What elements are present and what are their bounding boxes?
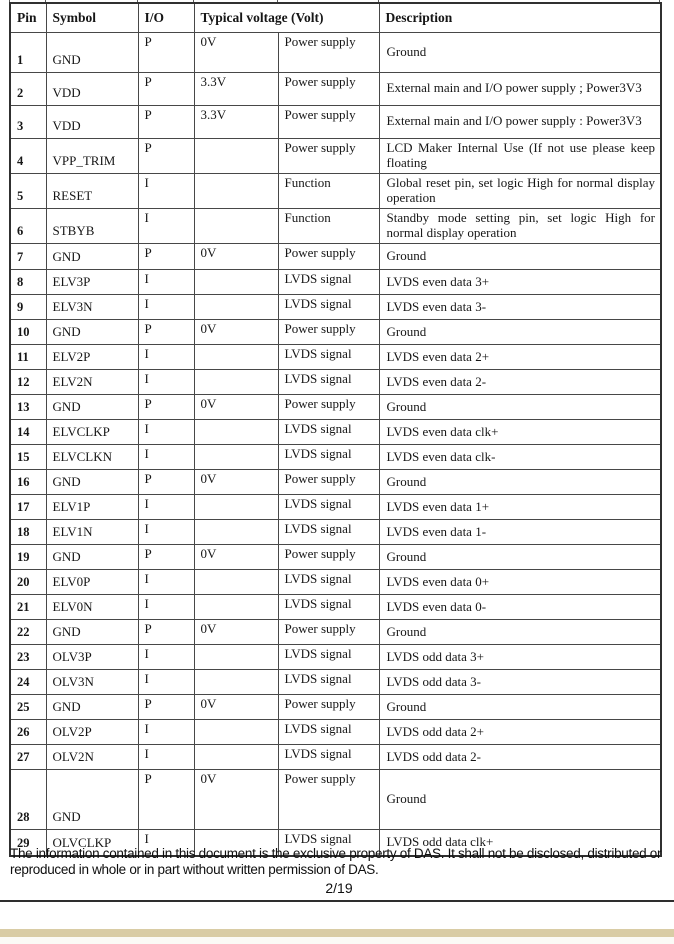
pin-number-cell: 1 — [10, 32, 46, 72]
signal-type-cell: Power supply — [278, 320, 379, 345]
signal-type-cell: Power supply — [278, 244, 379, 270]
pin-number-cell: 6 — [10, 208, 46, 243]
symbol-cell: ELVCLKN — [46, 445, 138, 470]
symbol-cell: GND — [46, 545, 138, 570]
pin-number-cell: 20 — [10, 570, 46, 595]
description-cell: LVDS odd data 3+ — [379, 645, 661, 670]
signal-type-cell: LVDS signal — [278, 420, 379, 445]
symbol-cell: ELVCLKP — [46, 420, 138, 445]
description-cell: Ground — [379, 32, 661, 72]
symbol-cell: STBYB — [46, 208, 138, 243]
io-cell: P — [138, 620, 194, 645]
symbol-cell: GND — [46, 695, 138, 720]
voltage-cell — [194, 720, 278, 745]
io-cell: I — [138, 295, 194, 320]
signal-type-cell: LVDS signal — [278, 520, 379, 545]
description-cell: LVDS even data 1- — [379, 520, 661, 545]
description-cell: Standby mode setting pin, set logic High for normal display operation — [379, 208, 661, 243]
description-cell: LVDS odd data clk+ — [379, 830, 661, 856]
voltage-cell — [194, 520, 278, 545]
voltage-cell — [194, 208, 278, 243]
pin-number-cell: 7 — [10, 244, 46, 270]
signal-type-cell: Function — [278, 173, 379, 208]
pin-table-body — [10, 32, 661, 856]
io-cell: I — [138, 495, 194, 520]
table-row — [10, 173, 661, 208]
disclaimer-text: The information contained in this document is the exclusive property of DAS. It shall not be disclosed, distributed or reproduced in whole or in part without written permission of DAS. — [10, 846, 662, 877]
description-cell: External main and I/O power supply ; Power3V3 — [379, 72, 661, 105]
symbol-cell: ELV0P — [46, 570, 138, 595]
symbol-cell: GND — [46, 244, 138, 270]
io-cell: I — [138, 420, 194, 445]
col-header-pin: Pin — [10, 3, 46, 32]
table-row — [10, 395, 661, 420]
table-row — [10, 770, 661, 830]
signal-type-cell: LVDS signal — [278, 495, 379, 520]
symbol-cell: OLVCLKP — [46, 830, 138, 856]
col-header-symbol: Symbol — [46, 3, 138, 32]
bottom-margin-strip — [0, 937, 674, 944]
signal-type-cell: LVDS signal — [278, 670, 379, 695]
pin-number-cell: 12 — [10, 370, 46, 395]
signal-type-cell: LVDS signal — [278, 345, 379, 370]
pin-number-cell: 19 — [10, 545, 46, 570]
table-row — [10, 295, 661, 320]
description-cell: LVDS even data 0+ — [379, 570, 661, 595]
io-cell: P — [138, 770, 194, 830]
io-cell: I — [138, 370, 194, 395]
pin-number-cell: 15 — [10, 445, 46, 470]
table-row — [10, 244, 661, 270]
symbol-cell: ELV3N — [46, 295, 138, 320]
voltage-cell — [194, 138, 278, 173]
io-cell: I — [138, 173, 194, 208]
table-row — [10, 420, 661, 445]
symbol-cell: ELV2N — [46, 370, 138, 395]
symbol-cell: RESET — [46, 173, 138, 208]
description-cell: Ground — [379, 695, 661, 720]
symbol-cell: GND — [46, 395, 138, 420]
io-cell: I — [138, 745, 194, 770]
io-cell: I — [138, 720, 194, 745]
io-cell: P — [138, 244, 194, 270]
table-row — [10, 695, 661, 720]
description-cell: LVDS even data 1+ — [379, 495, 661, 520]
io-cell: I — [138, 445, 194, 470]
pin-number-cell: 24 — [10, 670, 46, 695]
signal-type-cell: Power supply — [278, 545, 379, 570]
voltage-cell — [194, 295, 278, 320]
voltage-cell: 0V — [194, 32, 278, 72]
description-cell: Ground — [379, 770, 661, 830]
description-cell: LVDS even data clk+ — [379, 420, 661, 445]
signal-type-cell: Power supply — [278, 138, 379, 173]
footer-divider — [0, 900, 674, 902]
description-cell: Ground — [379, 620, 661, 645]
io-cell: I — [138, 645, 194, 670]
symbol-cell: ELV3P — [46, 270, 138, 295]
col-header-voltage: Typical voltage (Volt) — [194, 3, 379, 32]
signal-type-cell: Power supply — [278, 620, 379, 645]
voltage-cell: 0V — [194, 620, 278, 645]
description-cell: Ground — [379, 545, 661, 570]
voltage-cell: 0V — [194, 470, 278, 495]
voltage-cell — [194, 420, 278, 445]
signal-type-cell: Power supply — [278, 695, 379, 720]
symbol-cell: ELV0N — [46, 595, 138, 620]
table-row — [10, 570, 661, 595]
pin-number-cell: 13 — [10, 395, 46, 420]
signal-type-cell: Power supply — [278, 32, 379, 72]
voltage-cell: 0V — [194, 770, 278, 830]
pin-number-cell: 2 — [10, 72, 46, 105]
pin-number-cell: 29 — [10, 830, 46, 856]
signal-type-cell: LVDS signal — [278, 745, 379, 770]
io-cell: P — [138, 105, 194, 138]
io-cell: P — [138, 470, 194, 495]
description-cell: Global reset pin, set logic High for normal display operation — [379, 173, 661, 208]
voltage-cell — [194, 570, 278, 595]
table-row — [10, 520, 661, 545]
table-row — [10, 208, 661, 243]
pin-number-cell: 14 — [10, 420, 46, 445]
pin-number-cell: 27 — [10, 745, 46, 770]
signal-type-cell: LVDS signal — [278, 720, 379, 745]
table-row — [10, 545, 661, 570]
pin-number-cell: 26 — [10, 720, 46, 745]
table-row — [10, 670, 661, 695]
signal-type-cell: Function — [278, 208, 379, 243]
table-header-row — [10, 3, 661, 32]
pin-number-cell: 16 — [10, 470, 46, 495]
voltage-cell: 3.3V — [194, 105, 278, 138]
table-row — [10, 445, 661, 470]
page-footer — [10, 846, 668, 896]
pin-number-cell: 4 — [10, 138, 46, 173]
signal-type-cell: Power supply — [278, 470, 379, 495]
symbol-cell: OLV3N — [46, 670, 138, 695]
table-row — [10, 32, 661, 72]
voltage-cell: 0V — [194, 695, 278, 720]
io-cell: P — [138, 395, 194, 420]
description-cell: LVDS even data 2- — [379, 370, 661, 395]
io-cell: P — [138, 72, 194, 105]
pin-number-cell: 8 — [10, 270, 46, 295]
symbol-cell: VDD — [46, 105, 138, 138]
voltage-cell — [194, 445, 278, 470]
io-cell: I — [138, 520, 194, 545]
description-cell: Ground — [379, 470, 661, 495]
voltage-cell — [194, 270, 278, 295]
signal-type-cell: LVDS signal — [278, 595, 379, 620]
signal-type-cell: LVDS signal — [278, 830, 379, 856]
pin-number-cell: 17 — [10, 495, 46, 520]
voltage-cell — [194, 345, 278, 370]
pin-number-cell: 28 — [10, 770, 46, 830]
description-cell: LVDS odd data 2+ — [379, 720, 661, 745]
description-cell: LVDS odd data 2- — [379, 745, 661, 770]
io-cell: P — [138, 695, 194, 720]
signal-type-cell: LVDS signal — [278, 370, 379, 395]
signal-type-cell: LVDS signal — [278, 295, 379, 320]
description-cell: Ground — [379, 244, 661, 270]
pin-number-cell: 18 — [10, 520, 46, 545]
table-row — [10, 72, 661, 105]
table-row — [10, 138, 661, 173]
symbol-cell: GND — [46, 770, 138, 830]
description-cell: LVDS odd data 3- — [379, 670, 661, 695]
signal-type-cell: LVDS signal — [278, 645, 379, 670]
table-row — [10, 620, 661, 645]
pin-number-cell: 23 — [10, 645, 46, 670]
symbol-cell: ELV1P — [46, 495, 138, 520]
pin-number-cell: 22 — [10, 620, 46, 645]
description-cell: Ground — [379, 320, 661, 345]
io-cell: P — [138, 545, 194, 570]
voltage-cell: 0V — [194, 244, 278, 270]
description-cell: LVDS even data 2+ — [379, 345, 661, 370]
table-row — [10, 320, 661, 345]
voltage-cell — [194, 495, 278, 520]
table-row — [10, 495, 661, 520]
voltage-cell — [194, 595, 278, 620]
symbol-cell: GND — [46, 320, 138, 345]
signal-type-cell: LVDS signal — [278, 570, 379, 595]
signal-type-cell: Power supply — [278, 395, 379, 420]
io-cell: I — [138, 830, 194, 856]
io-cell: P — [138, 320, 194, 345]
description-cell: LCD Maker Internal Use (If not use please keep floating — [379, 138, 661, 173]
table-row — [10, 270, 661, 295]
voltage-cell — [194, 370, 278, 395]
col-header-io: I/O — [138, 3, 194, 32]
io-cell: I — [138, 270, 194, 295]
io-cell: I — [138, 595, 194, 620]
signal-type-cell: LVDS signal — [278, 445, 379, 470]
description-cell: LVDS even data 3+ — [379, 270, 661, 295]
description-cell: LVDS even data 3- — [379, 295, 661, 320]
io-cell: I — [138, 345, 194, 370]
io-cell: I — [138, 570, 194, 595]
table-row — [10, 370, 661, 395]
io-cell: P — [138, 32, 194, 72]
io-cell: P — [138, 138, 194, 173]
voltage-cell — [194, 173, 278, 208]
table-row — [10, 345, 661, 370]
description-cell: LVDS even data 0- — [379, 595, 661, 620]
io-cell: I — [138, 208, 194, 243]
pin-number-cell: 10 — [10, 320, 46, 345]
symbol-cell: OLV3P — [46, 645, 138, 670]
symbol-cell: ELV1N — [46, 520, 138, 545]
pin-number-cell: 3 — [10, 105, 46, 138]
col-header-description: Description — [379, 3, 661, 32]
symbol-cell: VDD — [46, 72, 138, 105]
symbol-cell: OLV2P — [46, 720, 138, 745]
table-row — [10, 745, 661, 770]
voltage-cell — [194, 745, 278, 770]
table-row — [10, 645, 661, 670]
pin-number-cell: 5 — [10, 173, 46, 208]
signal-type-cell: Power supply — [278, 72, 379, 105]
table-row — [10, 720, 661, 745]
symbol-cell: OLV2N — [46, 745, 138, 770]
symbol-cell: GND — [46, 620, 138, 645]
table-row — [10, 470, 661, 495]
voltage-cell: 0V — [194, 320, 278, 345]
description-cell: Ground — [379, 395, 661, 420]
voltage-cell — [194, 645, 278, 670]
signal-type-cell: Power supply — [278, 105, 379, 138]
signal-type-cell: Power supply — [278, 770, 379, 830]
signal-type-cell: LVDS signal — [278, 270, 379, 295]
io-cell: I — [138, 670, 194, 695]
description-cell: LVDS even data clk- — [379, 445, 661, 470]
voltage-cell: 0V — [194, 395, 278, 420]
description-cell: External main and I/O power supply : Power3V3 — [379, 105, 661, 138]
table-row — [10, 595, 661, 620]
table-row — [10, 105, 661, 138]
symbol-cell: GND — [46, 32, 138, 72]
page-number: 2/19 — [325, 879, 353, 896]
symbol-cell: GND — [46, 470, 138, 495]
symbol-cell: VPP_TRIM — [46, 138, 138, 173]
bottom-accent-bar — [0, 929, 674, 937]
pin-number-cell: 25 — [10, 695, 46, 720]
voltage-cell: 0V — [194, 545, 278, 570]
symbol-cell: ELV2P — [46, 345, 138, 370]
pin-assignment-table — [9, 2, 662, 857]
voltage-cell — [194, 670, 278, 695]
voltage-cell: 3.3V — [194, 72, 278, 105]
pin-number-cell: 11 — [10, 345, 46, 370]
pin-number-cell: 21 — [10, 595, 46, 620]
pin-number-cell: 9 — [10, 295, 46, 320]
